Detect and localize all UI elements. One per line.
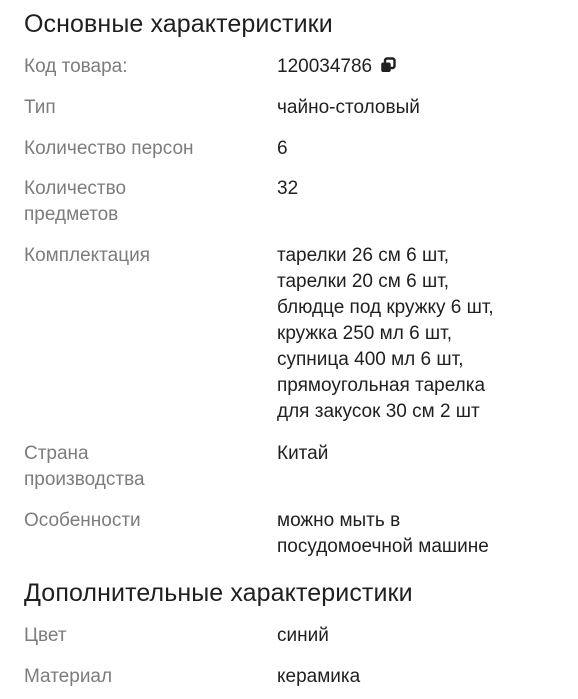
spec-value (277, 54, 567, 80)
spec-value: можно мыть в посудомоечной машине (277, 510, 489, 557)
spec-label: Цвет (24, 625, 67, 646)
extra-characteristics-title: Дополнительные характеристики (24, 579, 413, 607)
product-code-value: 120034786 (277, 56, 373, 77)
spec-label: Тип (24, 97, 56, 118)
spec-value: Китай (277, 443, 329, 464)
spec-value: 32 (277, 178, 299, 199)
spec-value: синий (277, 625, 329, 646)
main-characteristics-title: Основные характеристики (24, 10, 333, 38)
spec-value: чайно-столовый (277, 97, 420, 118)
spec-label: Количество предметов (24, 178, 127, 225)
spec-label: Материал (24, 666, 113, 687)
spec-label: Количество персон (24, 138, 194, 159)
spec-value: тарелки 26 см 6 шт, тарелки 20 см 6 шт, блюдце под кружку 6 шт, кружка 250 мл 6 шт, супница 400 мл 6 шт, прямоугольная тарелка для закусок 30 см 2 шт (277, 245, 494, 422)
spec-value: керамика (277, 666, 361, 687)
spec-value: 6 (277, 138, 288, 159)
spec-label: Страна производства (24, 443, 145, 490)
spec-label: Особенности (24, 510, 141, 531)
spec-label: Код товара: (24, 56, 128, 77)
copy-icon[interactable] (380, 55, 396, 71)
spec-label: Комплектация (24, 245, 151, 266)
